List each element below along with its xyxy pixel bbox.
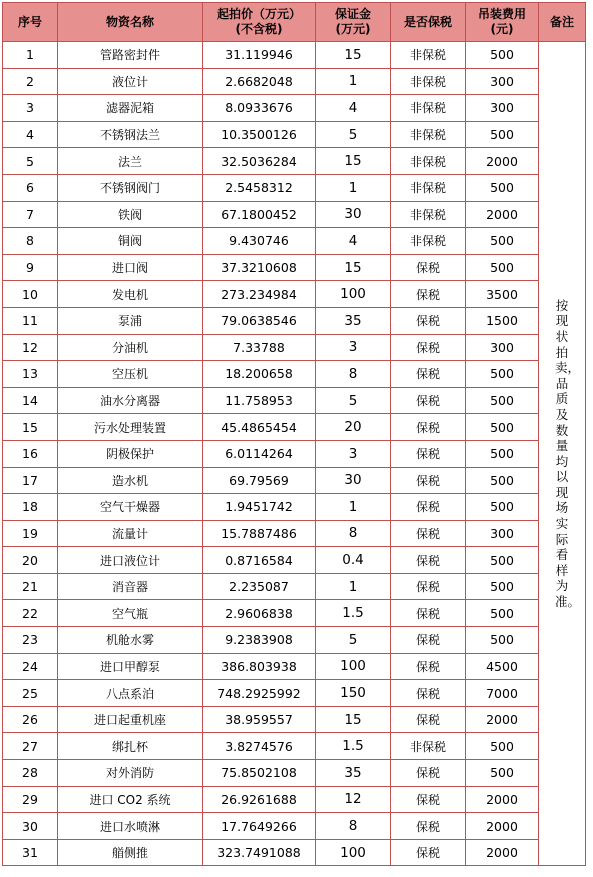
cell-seq: 4 [3, 121, 58, 148]
cell-bonded: 保税 [391, 653, 466, 680]
cell-starting-price: 0.8716584 [203, 547, 316, 574]
header-deposit-line1: 保证金 [334, 7, 371, 21]
cell-seq: 29 [3, 786, 58, 813]
cell-item-name: 铜阀 [58, 228, 203, 255]
cell-bonded: 保税 [391, 520, 466, 547]
cell-deposit: 30 [316, 467, 391, 494]
cell-bonded: 保税 [391, 573, 466, 600]
cell-deposit: 100 [316, 281, 391, 308]
cell-deposit: 1 [316, 68, 391, 95]
cell-item-name: 进口 CO2 系统 [58, 786, 203, 813]
table-row [3, 387, 586, 414]
header-seq: 序号 [3, 3, 58, 42]
header-starting-price-line1: 起拍价（万元） [216, 7, 301, 21]
cell-seq: 30 [3, 813, 58, 840]
header-deposit [316, 3, 391, 42]
cell-starting-price: 17.7649266 [203, 813, 316, 840]
cell-starting-price: 2.9606838 [203, 600, 316, 627]
cell-starting-price: 1.9451742 [203, 494, 316, 521]
cell-starting-price: 2.6682048 [203, 68, 316, 95]
table-row [3, 520, 586, 547]
header-item-name: 物资名称 [58, 3, 203, 42]
cell-bonded: 保税 [391, 547, 466, 574]
cell-seq: 11 [3, 307, 58, 334]
cell-deposit: 15 [316, 254, 391, 281]
cell-starting-price: 67.1800452 [203, 201, 316, 228]
cell-bonded: 保税 [391, 334, 466, 361]
cell-item-name: 分油机 [58, 334, 203, 361]
table-row [3, 839, 586, 866]
cell-lifting-fee: 300 [466, 520, 539, 547]
table-row [3, 494, 586, 521]
table-row [3, 653, 586, 680]
cell-bonded: 非保税 [391, 121, 466, 148]
cell-deposit: 1 [316, 174, 391, 201]
header-deposit-line2: (万元) [335, 22, 371, 36]
cell-deposit: 35 [316, 760, 391, 787]
auction-items-table [2, 2, 586, 866]
cell-lifting-fee: 2000 [466, 786, 539, 813]
cell-seq: 15 [3, 414, 58, 441]
cell-seq: 12 [3, 334, 58, 361]
cell-deposit: 1 [316, 494, 391, 521]
cell-seq: 9 [3, 254, 58, 281]
table-row [3, 600, 586, 627]
cell-starting-price: 11.758953 [203, 387, 316, 414]
cell-lifting-fee: 500 [466, 361, 539, 388]
cell-item-name: 进口阀 [58, 254, 203, 281]
table-row [3, 760, 586, 787]
cell-starting-price: 386.803938 [203, 653, 316, 680]
cell-bonded: 保税 [391, 680, 466, 707]
cell-bonded: 保税 [391, 813, 466, 840]
cell-seq: 19 [3, 520, 58, 547]
cell-deposit: 1.5 [316, 600, 391, 627]
cell-lifting-fee: 500 [466, 600, 539, 627]
cell-lifting-fee: 2000 [466, 813, 539, 840]
cell-seq: 14 [3, 387, 58, 414]
cell-seq: 22 [3, 600, 58, 627]
cell-seq: 1 [3, 42, 58, 69]
cell-deposit: 4 [316, 95, 391, 122]
header-lifting-fee [466, 3, 539, 42]
cell-seq: 13 [3, 361, 58, 388]
cell-item-name: 机舱水雾 [58, 627, 203, 654]
cell-starting-price: 26.9261688 [203, 786, 316, 813]
cell-seq: 21 [3, 573, 58, 600]
cell-seq: 3 [3, 95, 58, 122]
cell-bonded: 保税 [391, 307, 466, 334]
cell-item-name: 造水机 [58, 467, 203, 494]
cell-lifting-fee: 500 [466, 547, 539, 574]
cell-item-name: 空气干燥器 [58, 494, 203, 521]
cell-lifting-fee: 500 [466, 733, 539, 760]
cell-deposit: 5 [316, 627, 391, 654]
table-row [3, 201, 586, 228]
cell-item-name: 法兰 [58, 148, 203, 175]
cell-lifting-fee: 3500 [466, 281, 539, 308]
cell-deposit: 5 [316, 387, 391, 414]
cell-starting-price: 18.200658 [203, 361, 316, 388]
cell-seq: 31 [3, 839, 58, 866]
table-row [3, 573, 586, 600]
cell-bonded: 保税 [391, 387, 466, 414]
table-row [3, 706, 586, 733]
cell-seq: 5 [3, 148, 58, 175]
cell-bonded: 非保税 [391, 174, 466, 201]
cell-deposit: 5 [316, 121, 391, 148]
cell-item-name: 空气瓶 [58, 600, 203, 627]
table-row [3, 813, 586, 840]
table-body [3, 42, 586, 866]
table-row [3, 95, 586, 122]
cell-seq: 8 [3, 228, 58, 255]
cell-item-name: 对外消防 [58, 760, 203, 787]
cell-item-name: 铁阀 [58, 201, 203, 228]
cell-deposit: 12 [316, 786, 391, 813]
cell-item-name: 发电机 [58, 281, 203, 308]
cell-starting-price: 2.235087 [203, 573, 316, 600]
cell-item-name: 滤器泥箱 [58, 95, 203, 122]
cell-starting-price: 37.3210608 [203, 254, 316, 281]
cell-lifting-fee: 500 [466, 760, 539, 787]
table-row [3, 68, 586, 95]
cell-bonded: 保税 [391, 760, 466, 787]
cell-starting-price: 10.3500126 [203, 121, 316, 148]
cell-deposit: 35 [316, 307, 391, 334]
cell-deposit: 30 [316, 201, 391, 228]
table-row [3, 42, 586, 69]
cell-seq: 2 [3, 68, 58, 95]
header-remark: 备注 [539, 3, 586, 42]
table-row [3, 786, 586, 813]
cell-deposit: 15 [316, 42, 391, 69]
cell-item-name: 油水分离器 [58, 387, 203, 414]
table-row [3, 174, 586, 201]
table-row [3, 228, 586, 255]
cell-deposit: 4 [316, 228, 391, 255]
cell-lifting-fee: 500 [466, 627, 539, 654]
cell-starting-price: 38.959557 [203, 706, 316, 733]
cell-starting-price: 15.7887486 [203, 520, 316, 547]
table-row [3, 121, 586, 148]
cell-starting-price: 273.234984 [203, 281, 316, 308]
cell-seq: 18 [3, 494, 58, 521]
table-row [3, 547, 586, 574]
cell-deposit: 0.4 [316, 547, 391, 574]
table-row [3, 440, 586, 467]
cell-starting-price: 79.0638546 [203, 307, 316, 334]
table-row [3, 414, 586, 441]
cell-item-name: 消音器 [58, 573, 203, 600]
cell-seq: 28 [3, 760, 58, 787]
cell-seq: 7 [3, 201, 58, 228]
cell-deposit: 1.5 [316, 733, 391, 760]
cell-lifting-fee: 500 [466, 121, 539, 148]
cell-starting-price: 323.7491088 [203, 839, 316, 866]
cell-bonded: 非保税 [391, 68, 466, 95]
cell-item-name: 绑扎杯 [58, 733, 203, 760]
cell-deposit: 15 [316, 148, 391, 175]
cell-lifting-fee: 4500 [466, 653, 539, 680]
cell-starting-price: 75.8502108 [203, 760, 316, 787]
cell-seq: 27 [3, 733, 58, 760]
table-row [3, 627, 586, 654]
cell-item-name: 流量计 [58, 520, 203, 547]
cell-bonded: 非保税 [391, 201, 466, 228]
remark-cell [539, 42, 586, 866]
cell-bonded: 保税 [391, 494, 466, 521]
cell-bonded: 非保税 [391, 42, 466, 69]
cell-starting-price: 748.2925992 [203, 680, 316, 707]
table-row [3, 307, 586, 334]
cell-item-name: 进口起重机座 [58, 706, 203, 733]
cell-lifting-fee: 2000 [466, 148, 539, 175]
cell-lifting-fee: 7000 [466, 680, 539, 707]
table-row [3, 334, 586, 361]
cell-deposit: 3 [316, 440, 391, 467]
cell-item-name: 进口水喷淋 [58, 813, 203, 840]
cell-seq: 23 [3, 627, 58, 654]
cell-deposit: 150 [316, 680, 391, 707]
cell-lifting-fee: 500 [466, 42, 539, 69]
cell-lifting-fee: 500 [466, 174, 539, 201]
cell-bonded: 保税 [391, 361, 466, 388]
cell-item-name: 不锈钢阀门 [58, 174, 203, 201]
cell-starting-price: 45.4865454 [203, 414, 316, 441]
cell-lifting-fee: 500 [466, 414, 539, 441]
cell-lifting-fee: 500 [466, 254, 539, 281]
cell-bonded: 保税 [391, 786, 466, 813]
cell-lifting-fee: 300 [466, 334, 539, 361]
cell-deposit: 8 [316, 520, 391, 547]
cell-starting-price: 3.8274576 [203, 733, 316, 760]
cell-item-name: 空压机 [58, 361, 203, 388]
table-row [3, 148, 586, 175]
cell-seq: 20 [3, 547, 58, 574]
header-lifting-fee-line2: (元) [490, 22, 514, 36]
cell-item-name: 八点系泊 [58, 680, 203, 707]
cell-item-name: 不锈钢法兰 [58, 121, 203, 148]
cell-starting-price: 9.430746 [203, 228, 316, 255]
cell-deposit: 20 [316, 414, 391, 441]
cell-item-name: 艏侧推 [58, 839, 203, 866]
cell-starting-price: 69.79569 [203, 467, 316, 494]
cell-item-name: 进口液位计 [58, 547, 203, 574]
cell-bonded: 保税 [391, 600, 466, 627]
header-bonded: 是否保税 [391, 3, 466, 42]
cell-seq: 6 [3, 174, 58, 201]
cell-bonded: 保税 [391, 627, 466, 654]
table-row [3, 733, 586, 760]
cell-lifting-fee: 2000 [466, 706, 539, 733]
cell-starting-price: 6.0114264 [203, 440, 316, 467]
cell-lifting-fee: 500 [466, 573, 539, 600]
cell-bonded: 非保税 [391, 148, 466, 175]
cell-seq: 10 [3, 281, 58, 308]
table-row [3, 281, 586, 308]
cell-lifting-fee: 500 [466, 387, 539, 414]
cell-lifting-fee: 2000 [466, 201, 539, 228]
cell-seq: 24 [3, 653, 58, 680]
cell-seq: 17 [3, 467, 58, 494]
header-lifting-fee-line1: 吊装费用 [477, 7, 526, 21]
cell-lifting-fee: 300 [466, 68, 539, 95]
cell-item-name: 液位计 [58, 68, 203, 95]
cell-bonded: 保税 [391, 467, 466, 494]
cell-starting-price: 2.5458312 [203, 174, 316, 201]
table-header-row [3, 3, 586, 42]
cell-seq: 16 [3, 440, 58, 467]
table-row [3, 254, 586, 281]
cell-bonded: 保税 [391, 839, 466, 866]
cell-item-name: 污水处理装置 [58, 414, 203, 441]
cell-lifting-fee: 2000 [466, 839, 539, 866]
cell-deposit: 100 [316, 653, 391, 680]
remark-text: 按现状拍卖，品质及数量均以现场实际看样为准。 [555, 297, 581, 610]
cell-item-name: 管路密封件 [58, 42, 203, 69]
cell-bonded: 保税 [391, 254, 466, 281]
cell-seq: 26 [3, 706, 58, 733]
cell-bonded: 非保税 [391, 228, 466, 255]
cell-deposit: 15 [316, 706, 391, 733]
cell-lifting-fee: 1500 [466, 307, 539, 334]
cell-starting-price: 32.5036284 [203, 148, 316, 175]
cell-starting-price: 7.33788 [203, 334, 316, 361]
cell-bonded: 保税 [391, 281, 466, 308]
cell-seq: 25 [3, 680, 58, 707]
cell-deposit: 3 [316, 334, 391, 361]
cell-bonded: 非保税 [391, 95, 466, 122]
cell-lifting-fee: 300 [466, 95, 539, 122]
cell-bonded: 非保税 [391, 733, 466, 760]
cell-bonded: 保税 [391, 414, 466, 441]
cell-bonded: 保税 [391, 706, 466, 733]
cell-lifting-fee: 500 [466, 228, 539, 255]
cell-deposit: 100 [316, 839, 391, 866]
table-row [3, 361, 586, 388]
cell-deposit: 1 [316, 573, 391, 600]
cell-bonded: 保税 [391, 440, 466, 467]
cell-item-name: 泵浦 [58, 307, 203, 334]
cell-item-name: 阴极保护 [58, 440, 203, 467]
table-row [3, 680, 586, 707]
cell-starting-price: 31.119946 [203, 42, 316, 69]
cell-item-name: 进口甲醇泵 [58, 653, 203, 680]
cell-starting-price: 9.2383908 [203, 627, 316, 654]
cell-deposit: 8 [316, 813, 391, 840]
cell-deposit: 8 [316, 361, 391, 388]
cell-starting-price: 8.0933676 [203, 95, 316, 122]
header-starting-price [203, 3, 316, 42]
cell-lifting-fee: 500 [466, 440, 539, 467]
table-row [3, 467, 586, 494]
header-starting-price-line2: (不含税) [235, 22, 283, 36]
cell-lifting-fee: 500 [466, 467, 539, 494]
cell-lifting-fee: 500 [466, 494, 539, 521]
